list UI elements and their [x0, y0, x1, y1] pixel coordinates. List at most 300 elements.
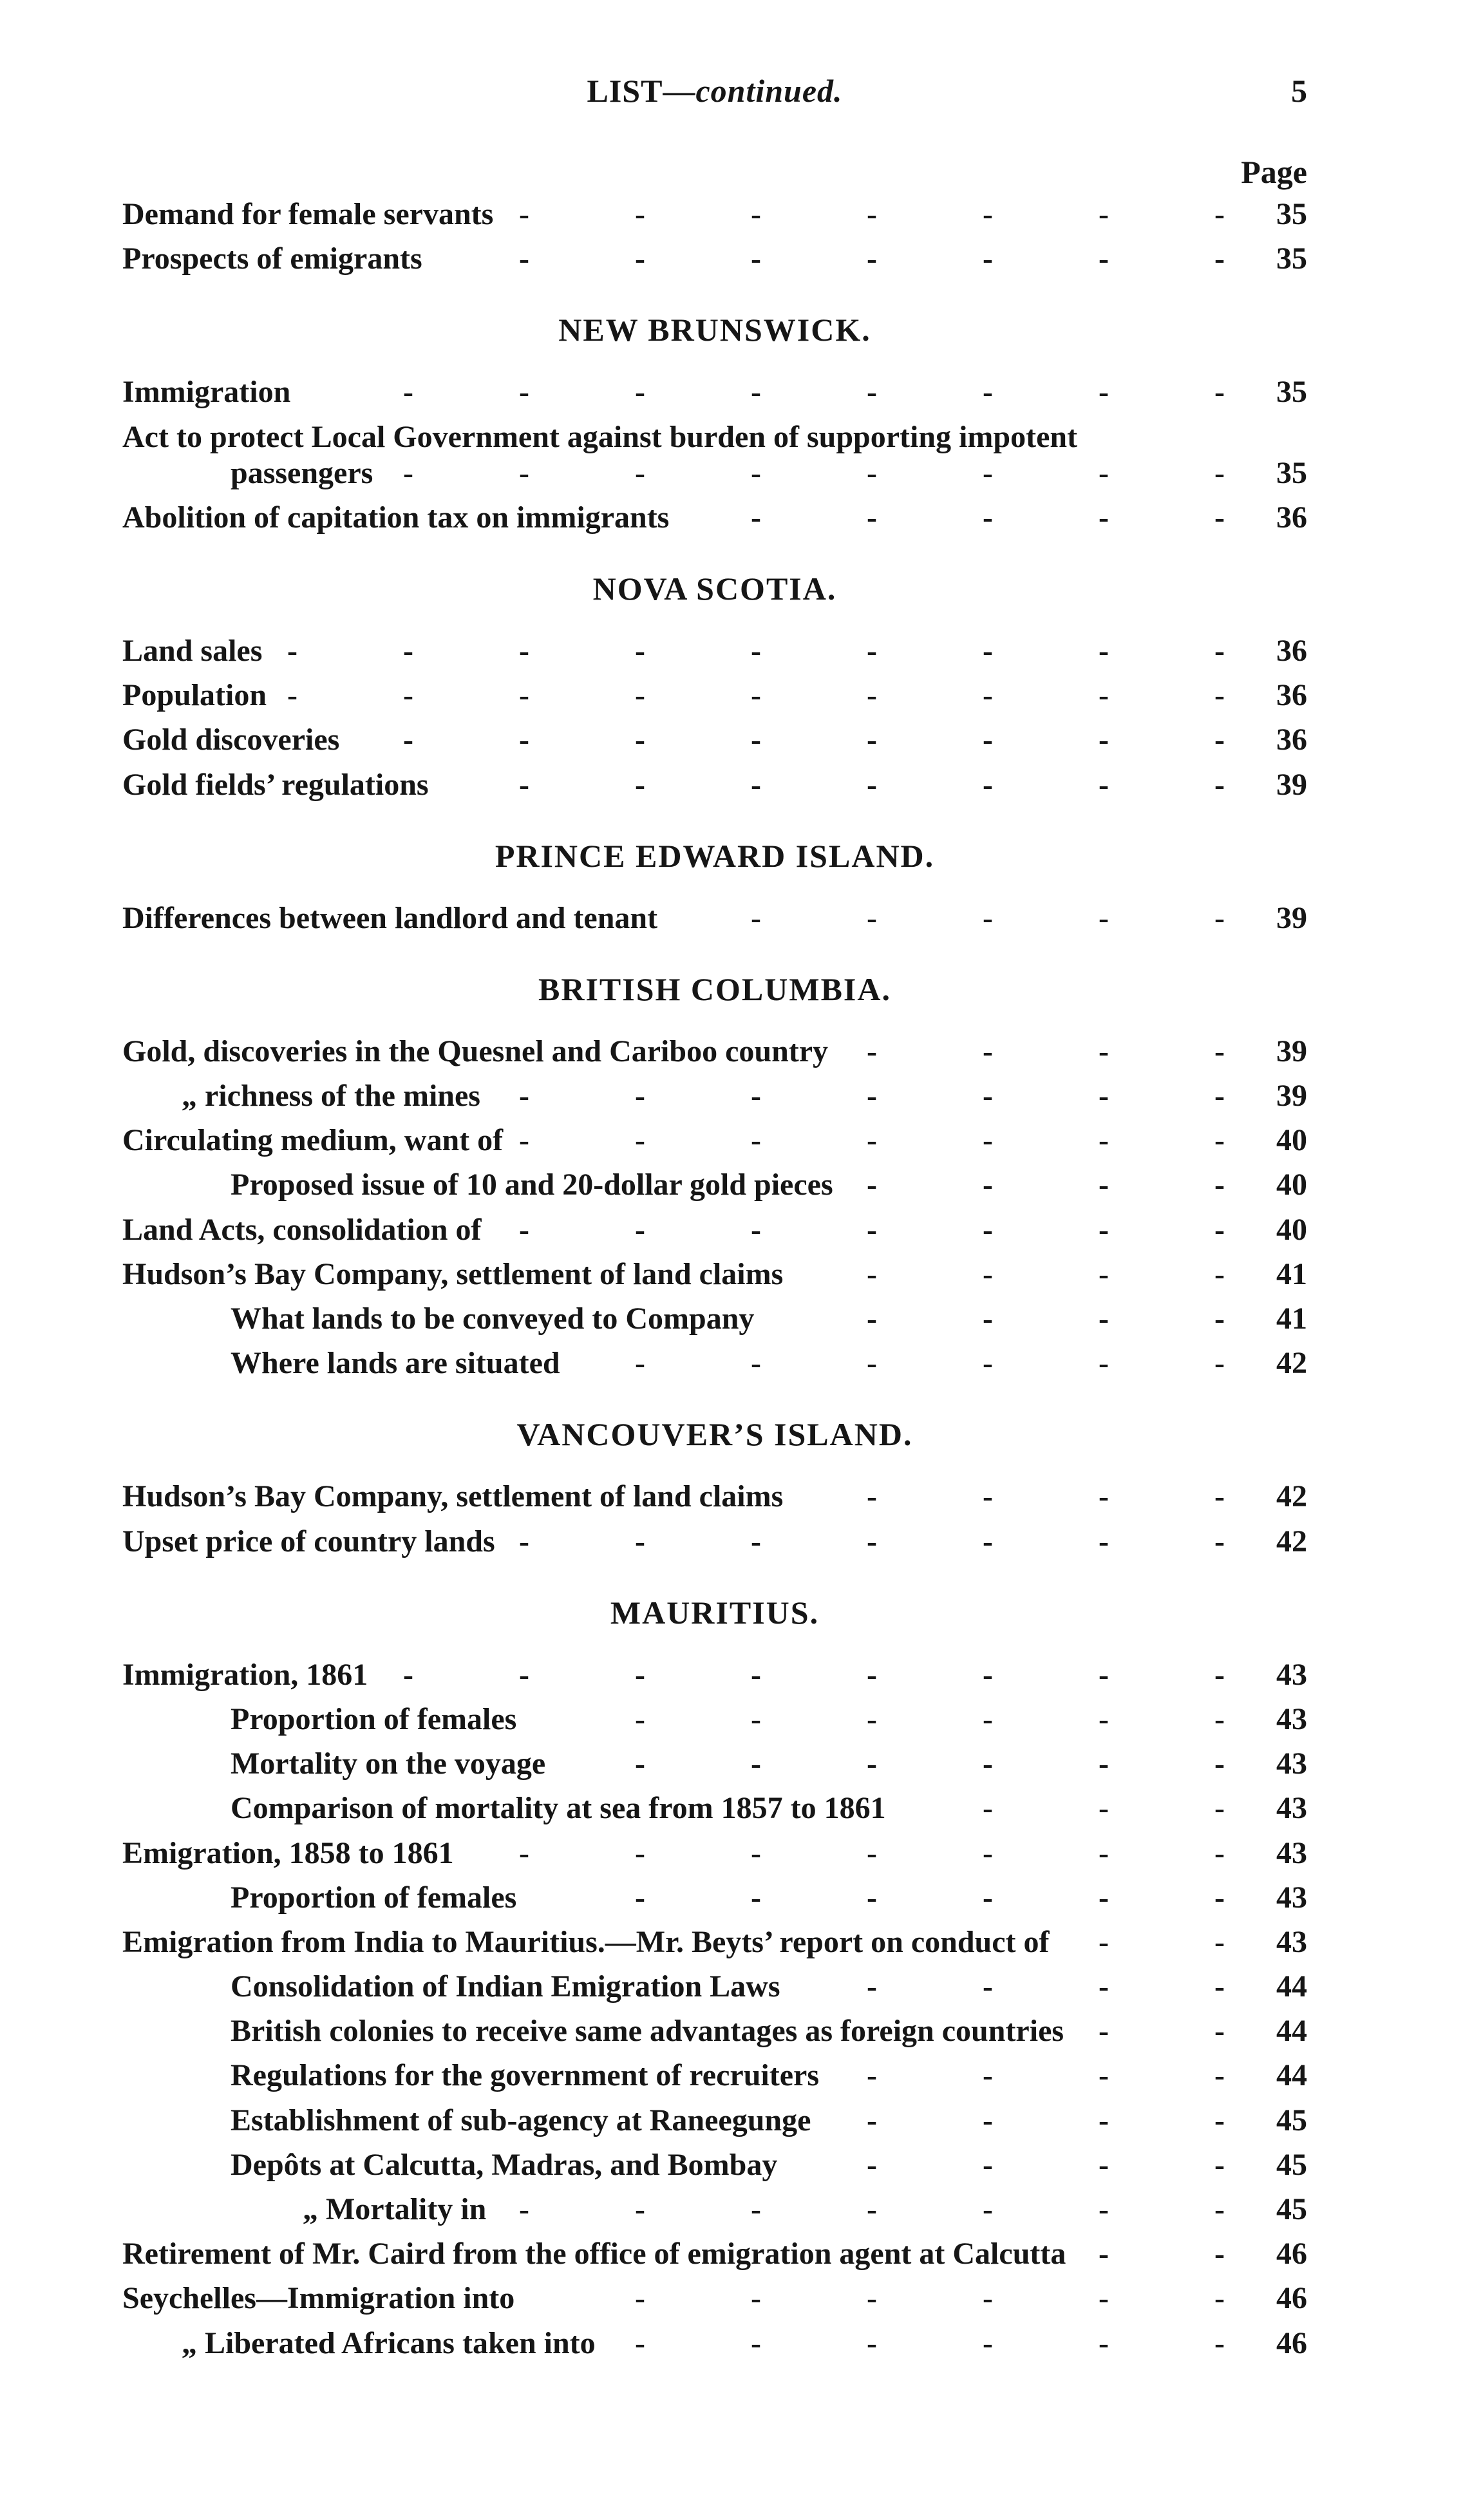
running-title-main: LIST—: [587, 73, 696, 109]
running-title: [122, 72, 1307, 109]
leader-dash: -: [983, 1212, 993, 1247]
leader-dash: -: [751, 455, 761, 490]
leader-dash: -: [867, 2147, 877, 2182]
entry-text: Where lands are situated: [231, 1346, 560, 1381]
leader-dash: -: [635, 1212, 645, 1247]
index-entry: [122, 1964, 1307, 2009]
leader-dash: -: [983, 900, 993, 935]
leader-dash: -: [983, 2103, 993, 2137]
index-entry: [122, 1252, 1307, 1296]
entry-text: Gold discoveries: [122, 723, 340, 757]
leader-dash: -: [635, 1835, 645, 1870]
entry-page-number: 43: [1276, 1701, 1307, 1736]
leader-dash: -: [1214, 1924, 1225, 1959]
leader-dash: -: [867, 1302, 877, 1336]
leader-dash: -: [867, 1346, 877, 1381]
leader-dash: -: [867, 2192, 877, 2226]
leader-dash: -: [1214, 2103, 1225, 2137]
leader-dash: -: [751, 678, 761, 713]
leader-dash: -: [1099, 1346, 1109, 1381]
leader-dash: -: [867, 2281, 877, 2316]
leader-dash: -: [1214, 2147, 1225, 2182]
index-entry: [122, 2009, 1307, 2053]
leader-dash: -: [1214, 1747, 1225, 1781]
page-number: 5: [1291, 73, 1307, 109]
leader-dash: -: [867, 1524, 877, 1558]
leader-dash: -: [867, 633, 877, 668]
leader-dash: -: [519, 455, 529, 490]
leader-dash: -: [519, 375, 529, 410]
entry-page-number: 44: [1276, 2058, 1307, 2093]
page: [122, 0, 1307, 2360]
leader-dash: -: [867, 1123, 877, 1158]
leader-dash: -: [867, 678, 877, 713]
leader-dash: -: [519, 678, 529, 713]
entry-page-number: 46: [1276, 2237, 1307, 2271]
entry-page-number: 36: [1276, 633, 1307, 668]
entry-text: Immigration: [122, 375, 291, 410]
leader-dash: -: [635, 2281, 645, 2316]
leader-dash: -: [751, 723, 761, 757]
entry-page-number: 39: [1276, 767, 1307, 802]
running-title-continued: continued.: [695, 73, 843, 109]
index-entry: [122, 1208, 1307, 1252]
leader-dash: -: [751, 1212, 761, 1247]
leader-dash: -: [1099, 375, 1109, 410]
leader-dash: -: [287, 678, 297, 713]
leader-dash: -: [751, 1123, 761, 1158]
index-entry: [122, 2053, 1307, 2098]
leader-dash: -: [1214, 723, 1225, 757]
page-column-label: Page: [1241, 154, 1307, 190]
leader-dash: -: [983, 1256, 993, 1291]
leader-dash: -: [1214, 1969, 1225, 2004]
leader-dash: -: [867, 723, 877, 757]
leader-dash: -: [635, 678, 645, 713]
leader-dash: -: [751, 1657, 761, 1692]
index-entry: [122, 1875, 1307, 1920]
leader-dash: -: [983, 1123, 993, 1158]
leader-dash: -: [867, 2103, 877, 2137]
entry-page-number: 41: [1276, 1302, 1307, 1336]
leader-dash: -: [983, 1302, 993, 1336]
leader-dash: -: [1099, 1302, 1109, 1336]
entry-page-number: 40: [1276, 1168, 1307, 1202]
entry-page-number: 44: [1276, 2014, 1307, 2049]
leader-dash: -: [751, 1701, 761, 1736]
entry-text: Emigration from India to Mauritius.—Mr. Beyts’ report on conduct of: [122, 1924, 1050, 1959]
leader-dash: -: [867, 1657, 877, 1692]
leader-dash: -: [1099, 1924, 1109, 1959]
leader-dash: -: [519, 1079, 529, 1113]
leader-dash: -: [1214, 2326, 1225, 2360]
index-entry: [122, 1341, 1307, 1385]
leader-dash: -: [751, 2192, 761, 2226]
entry-text: Hudson’s Bay Company, settlement of land claims: [122, 1479, 784, 1514]
index-entry: [122, 192, 1307, 236]
section-heading: NOVA SCOTIA.: [592, 570, 837, 607]
section-heading: MAURITIUS.: [610, 1594, 820, 1631]
leader-dash: -: [867, 500, 877, 535]
leader-dash: -: [1214, 1791, 1225, 1826]
leader-dash: -: [1099, 2103, 1109, 2137]
leader-dash: -: [867, 1168, 877, 1202]
leader-dash: -: [1099, 1168, 1109, 1202]
leader-dash: -: [867, 375, 877, 410]
leader-dash: -: [983, 1479, 993, 1514]
entry-page-number: 43: [1276, 1791, 1307, 1826]
entry-text: Proportion of females: [231, 1701, 517, 1736]
leader-dash: -: [751, 1524, 761, 1558]
leader-dash: -: [983, 1747, 993, 1781]
leader-dash: -: [1214, 1302, 1225, 1336]
leader-dash: -: [1099, 1123, 1109, 1158]
entry-page-number: 43: [1276, 1747, 1307, 1781]
index-entry: [122, 2143, 1307, 2187]
leader-dash: -: [635, 1747, 645, 1781]
entry-text: British colonies to receive same advantages as foreign countries: [231, 2014, 1064, 2049]
section-heading: NEW BRUNSWICK.: [558, 312, 871, 348]
entry-text: Population: [122, 678, 267, 713]
leader-dash: -: [635, 723, 645, 757]
leader-dash: -: [751, 2326, 761, 2360]
index-entry: [122, 1029, 1307, 1074]
leader-dash: -: [983, 1969, 993, 2004]
entry-page-number: 46: [1276, 2281, 1307, 2316]
leader-dash: -: [1099, 1880, 1109, 1915]
entry-text: Regulations for the government of recruiters: [231, 2058, 820, 2093]
leader-dash: -: [983, 1346, 993, 1381]
entry-text: Retirement of Mr. Caird from the office of emigration agent at Calcutta: [122, 2237, 1066, 2271]
leader-dash: -: [1099, 1034, 1109, 1068]
leader-dash: -: [751, 1079, 761, 1113]
index-entry: [122, 1697, 1307, 1741]
leader-dash: -: [1099, 197, 1109, 231]
leader-dash: -: [983, 197, 993, 231]
leader-dash: -: [1099, 1747, 1109, 1781]
entry-page-number: 36: [1276, 723, 1307, 757]
leader-dash: -: [519, 1123, 529, 1158]
leader-dash: -: [983, 1079, 993, 1113]
leader-dash: -: [635, 633, 645, 668]
entry-text: Proportion of females: [231, 1880, 517, 1915]
leader-dash: -: [867, 767, 877, 802]
leader-dash: -: [635, 1657, 645, 1692]
leader-dash: -: [751, 900, 761, 935]
entry-page-number: 41: [1276, 1256, 1307, 1291]
leader-dash: -: [1214, 455, 1225, 490]
leader-dash: -: [1099, 1657, 1109, 1692]
index-entry: [122, 673, 1307, 717]
entry-text: Land sales: [122, 633, 263, 668]
section-heading: PRINCE EDWARD ISLAND.: [495, 837, 935, 874]
leader-dash: -: [1214, 1346, 1225, 1381]
leader-dash: -: [1099, 242, 1109, 276]
entry-text: Hudson’s Bay Company, settlement of land claims: [122, 1256, 784, 1291]
leader-dash: -: [635, 242, 645, 276]
leader-dash: -: [1214, 2281, 1225, 2316]
leader-dash: -: [1214, 1212, 1225, 1247]
index-entry: [122, 451, 1307, 495]
entry-text: Gold fields’ regulations: [122, 767, 429, 802]
leader-dash: -: [1214, 242, 1225, 276]
index-entry: [122, 1831, 1307, 1875]
leader-dash: -: [1214, 900, 1225, 935]
entry-page-number: 39: [1276, 1034, 1307, 1068]
leader-dash: -: [983, 767, 993, 802]
leader-dash: -: [1214, 2058, 1225, 2093]
index-entry: [122, 629, 1307, 673]
index-entry: [122, 370, 1307, 414]
leader-dash: -: [867, 197, 877, 231]
leader-dash: -: [403, 723, 413, 757]
leader-dash: -: [983, 455, 993, 490]
leader-dash: -: [1099, 2281, 1109, 2316]
leader-dash: -: [1214, 633, 1225, 668]
entry-text: Upset price of country lands: [122, 1524, 495, 1558]
leader-dash: -: [983, 2058, 993, 2093]
leader-dash: -: [1099, 2147, 1109, 2182]
leader-dash: -: [1214, 1479, 1225, 1514]
leader-dash: -: [983, 1034, 993, 1068]
entry-text: passengers: [231, 455, 373, 490]
leader-dash: -: [1099, 1256, 1109, 1291]
leader-dash: -: [519, 1212, 529, 1247]
leader-dash: -: [1214, 1524, 1225, 1558]
leader-dash: -: [1214, 1123, 1225, 1158]
entry-text: Prospects of emigrants: [122, 242, 422, 276]
leader-dash: -: [403, 633, 413, 668]
leader-dash: -: [983, 2147, 993, 2182]
leader-dash: -: [867, 2326, 877, 2360]
leader-dash: -: [635, 375, 645, 410]
leader-dash: -: [983, 1791, 993, 1826]
leader-dash: -: [1214, 1835, 1225, 1870]
entry-page-number: 44: [1276, 1969, 1307, 2004]
entry-text: Circulating medium, want of: [122, 1123, 504, 1158]
index-list: [122, 192, 1307, 2365]
leader-dash: -: [1214, 1079, 1225, 1113]
leader-dash: -: [1214, 1256, 1225, 1291]
leader-dash: -: [867, 1212, 877, 1247]
entry-text: Consolidation of Indian Emigration Laws: [231, 1969, 780, 2004]
leader-dash: -: [1099, 500, 1109, 535]
entry-text: Mortality on the voyage: [231, 1747, 546, 1781]
leader-dash: -: [635, 2326, 645, 2360]
leader-dash: -: [519, 767, 529, 802]
leader-dash: -: [1214, 1657, 1225, 1692]
entry-text: Establishment of sub-agency at Raneegunge: [231, 2103, 811, 2137]
leader-dash: -: [983, 1524, 993, 1558]
leader-dash: -: [635, 1880, 645, 1915]
entry-page-number: 36: [1276, 678, 1307, 713]
leader-dash: -: [867, 1079, 877, 1113]
leader-dash: -: [519, 723, 529, 757]
leader-dash: -: [635, 1079, 645, 1113]
entry-text: What lands to be conveyed to Company: [231, 1302, 755, 1336]
leader-dash: -: [867, 1969, 877, 2004]
leader-dash: -: [1099, 2237, 1109, 2271]
index-entry: [122, 495, 1307, 540]
index-entry: [122, 717, 1307, 762]
leader-dash: -: [403, 1657, 413, 1692]
leader-dash: -: [983, 633, 993, 668]
leader-dash: -: [751, 633, 761, 668]
leader-dash: -: [1214, 1168, 1225, 1202]
entry-page-number: 43: [1276, 1657, 1307, 1692]
leader-dash: -: [519, 242, 529, 276]
leader-dash: -: [635, 1346, 645, 1381]
leader-dash: -: [867, 1747, 877, 1781]
entry-page-number: 46: [1276, 2326, 1307, 2360]
leader-dash: -: [1099, 767, 1109, 802]
leader-dash: -: [519, 1657, 529, 1692]
leader-dash: -: [1214, 1880, 1225, 1915]
leader-dash: -: [1099, 633, 1109, 668]
leader-dash: -: [287, 633, 297, 668]
leader-dash: -: [751, 1880, 761, 1915]
leader-dash: -: [867, 1835, 877, 1870]
entry-text: Abolition of capitation tax on immigrants: [122, 500, 670, 535]
entry-text: „ richness of the mines: [182, 1079, 480, 1113]
index-entry: [122, 1519, 1307, 1564]
index-entry: [122, 763, 1307, 807]
entry-page-number: 35: [1276, 197, 1307, 231]
index-entry: [122, 1118, 1307, 1162]
index-entry: [122, 1741, 1307, 1786]
leader-dash: -: [519, 633, 529, 668]
leader-dash: -: [635, 2192, 645, 2226]
leader-dash: -: [635, 197, 645, 231]
leader-dash: -: [867, 242, 877, 276]
leader-dash: -: [635, 1123, 645, 1158]
leader-dash: -: [751, 242, 761, 276]
leader-dash: -: [751, 1346, 761, 1381]
entry-page-number: 45: [1276, 2103, 1307, 2137]
leader-dash: -: [1214, 767, 1225, 802]
entry-page-number: 42: [1276, 1524, 1307, 1558]
entry-page-number: 40: [1276, 1212, 1307, 1247]
index-entry: [122, 1074, 1307, 1118]
index-entry-continued: [122, 415, 1307, 454]
index-entry: [122, 236, 1307, 281]
entry-text: Differences between landlord and tenant: [122, 900, 658, 935]
leader-dash: -: [983, 375, 993, 410]
leader-dash: -: [1099, 2326, 1109, 2360]
leader-dash: -: [519, 1524, 529, 1558]
leader-dash: -: [751, 375, 761, 410]
entry-text: Depôts at Calcutta, Madras, and Bombay: [231, 2147, 778, 2182]
entry-text: „ Mortality in: [303, 2192, 487, 2226]
entry-text: Proposed issue of 10 and 20-dollar gold pieces: [231, 1168, 833, 1202]
leader-dash: -: [1099, 1969, 1109, 2004]
leader-dash: -: [1214, 2014, 1225, 2049]
leader-dash: -: [403, 455, 413, 490]
leader-dash: -: [635, 455, 645, 490]
index-entry: [122, 1296, 1307, 1341]
leader-dash: -: [867, 1034, 877, 1068]
leader-dash: -: [1099, 2192, 1109, 2226]
leader-dash: -: [1214, 2237, 1225, 2271]
entry-text: Land Acts, consolidation of: [122, 1212, 482, 1247]
index-entry: [122, 2187, 1307, 2231]
leader-dash: -: [983, 1168, 993, 1202]
entry-text: Immigration, 1861: [122, 1657, 368, 1692]
leader-dash: -: [1099, 2014, 1109, 2049]
leader-dash: -: [983, 2281, 993, 2316]
entry-page-number: 36: [1276, 500, 1307, 535]
entry-page-number: 35: [1276, 455, 1307, 490]
entry-text: Gold, discoveries in the Quesnel and Cariboo country: [122, 1034, 829, 1068]
leader-dash: -: [867, 2058, 877, 2093]
leader-dash: -: [983, 678, 993, 713]
leader-dash: -: [1214, 2192, 1225, 2226]
leader-dash: -: [1099, 723, 1109, 757]
leader-dash: -: [867, 1256, 877, 1291]
entry-page-number: 39: [1276, 900, 1307, 935]
leader-dash: -: [1099, 455, 1109, 490]
leader-dash: -: [635, 1524, 645, 1558]
index-entry: [122, 2321, 1307, 2365]
entry-page-number: 39: [1276, 1079, 1307, 1113]
leader-dash: -: [1099, 1524, 1109, 1558]
leader-dash: -: [983, 1701, 993, 1736]
page-header: [122, 0, 1307, 122]
leader-dash: -: [983, 500, 993, 535]
entry-page-number: 42: [1276, 1346, 1307, 1381]
leader-dash: -: [983, 1657, 993, 1692]
leader-dash: -: [751, 767, 761, 802]
index-entry: [122, 1162, 1307, 1207]
entry-page-number: 40: [1276, 1123, 1307, 1158]
entry-text: „ Liberated Africans taken into: [182, 2326, 596, 2360]
index-entry: [122, 1653, 1307, 1697]
index-entry: [122, 2098, 1307, 2143]
section-heading: VANCOUVER’S ISLAND.: [516, 1416, 913, 1453]
leader-dash: -: [1099, 678, 1109, 713]
entry-text: Seychelles—Immigration into: [122, 2281, 515, 2316]
entry-page-number: 43: [1276, 1924, 1307, 1959]
leader-dash: -: [1099, 900, 1109, 935]
entry-text: Emigration, 1858 to 1861: [122, 1835, 454, 1870]
index-entry: [122, 1920, 1307, 1964]
leader-dash: -: [1099, 1479, 1109, 1514]
leader-dash: -: [1099, 2058, 1109, 2093]
leader-dash: -: [403, 375, 413, 410]
leader-dash: -: [403, 678, 413, 713]
leader-dash: -: [983, 723, 993, 757]
leader-dash: -: [1099, 1835, 1109, 1870]
leader-dash: -: [519, 2192, 529, 2226]
leader-dash: -: [1099, 1701, 1109, 1736]
leader-dash: -: [867, 1479, 877, 1514]
leader-dash: -: [751, 2281, 761, 2316]
index-entry: [122, 1786, 1307, 1830]
leader-dash: -: [1214, 500, 1225, 535]
leader-dash: -: [983, 1835, 993, 1870]
entry-page-number: 45: [1276, 2147, 1307, 2182]
leader-dash: -: [635, 1701, 645, 1736]
index-entry: [122, 1474, 1307, 1519]
leader-dash: -: [1099, 1212, 1109, 1247]
leader-dash: -: [519, 197, 529, 231]
leader-dash: -: [1099, 1791, 1109, 1826]
leader-dash: -: [1214, 678, 1225, 713]
leader-dash: -: [983, 2192, 993, 2226]
leader-dash: -: [751, 500, 761, 535]
leader-dash: -: [983, 2326, 993, 2360]
index-entry: [122, 896, 1307, 940]
